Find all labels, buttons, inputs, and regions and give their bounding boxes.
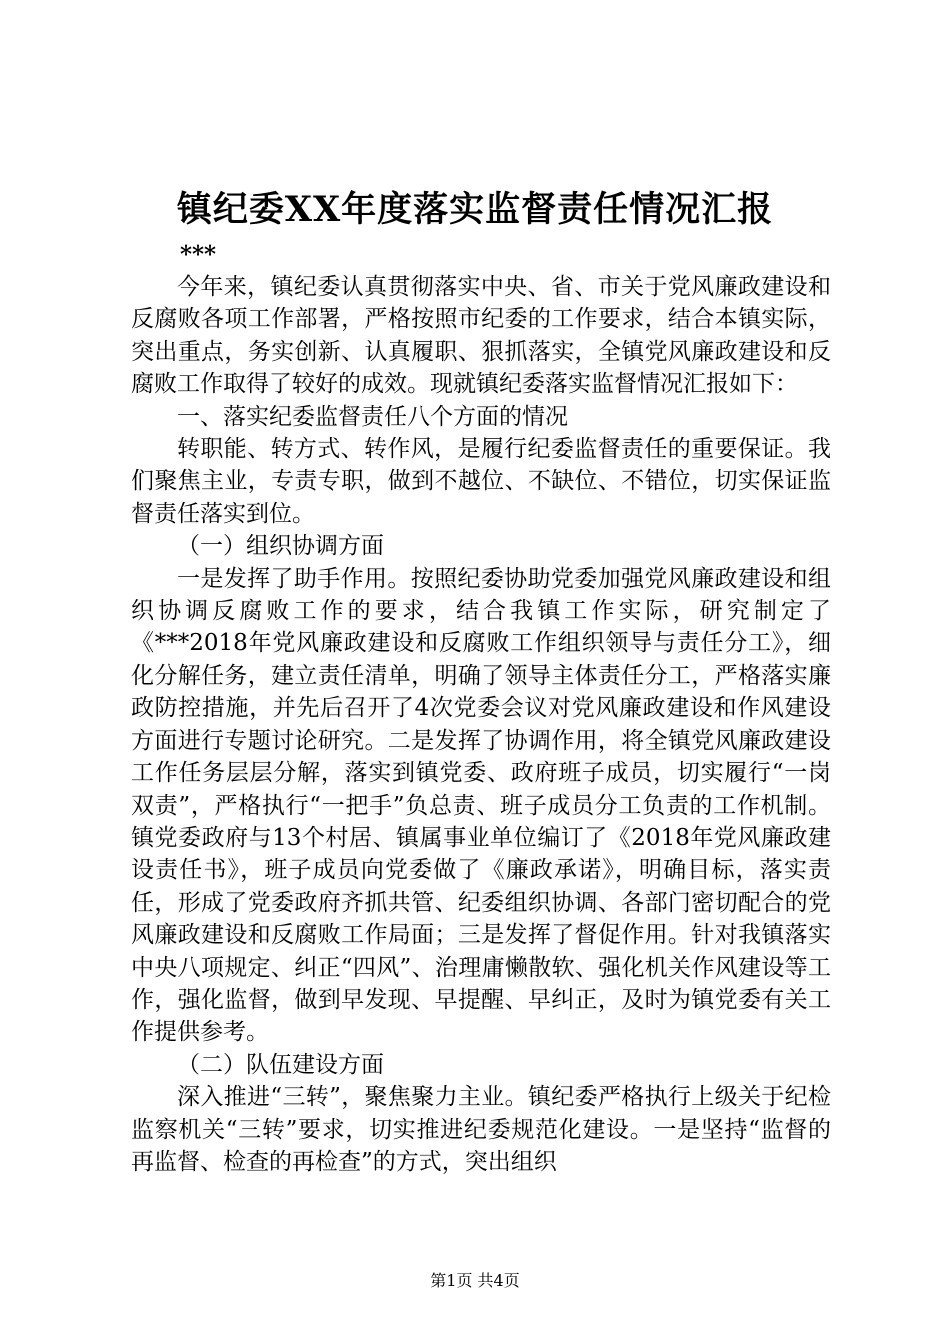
subsection-heading: （一）组织协调方面 bbox=[177, 533, 384, 560]
subsection-heading: （二）队伍建设方面 bbox=[177, 1051, 384, 1078]
section-heading: 一、落实纪委监督责任八个方面的情况 bbox=[177, 403, 568, 430]
body-paragraph: 转职能、转方式、转作风，是履行纪委监督责任的重要保证。我们聚焦主业，专责专职，做到不越位、不缺位、不错位，切实保证监督责任落实到位。 bbox=[131, 436, 831, 527]
document-body bbox=[131, 271, 831, 1178]
body-paragraph: 一是发挥了助手作用。按照纪委协助党委加强党风廉政建设和组织协调反腐败工作的要求，结合我镇工作实际，研究制定了《***2018年党风廉政建设和反腐败工作组织领导与责任分工》，细化分解任务，建立责任清单，明确了领导主体责任分工，严格落实廉政防控措施，并先后召开了4次党委会议对党风廉政建设和作风建设方面进行专题讨论研究。二是发挥了协调作用，将全镇党风廉政建设工作任务层层分解，落实到镇党委、政府班子成员，切实履行“一岗双责”，严格执行“一把手”负总责、班子成员分工负责的工作机制。镇党委政府与13个村居、镇属事业单位编订了《2018年党风廉政建设责任书》，班子成员向党委做了《廉政承诺》，明确目标，落实责任，形成了党委政府齐抓共管、纪委组织协调、各部门密切配合的党风廉政建设和反腐败工作局面；三是发挥了督促作用。针对我镇落实中央八项规定、纠正“四风”、治理庸懒散软、强化机关作风建设等工作，强化监督，做到早发现、早提醒、早纠正，及时为镇党委有关工作提供参考。 bbox=[131, 565, 831, 1046]
body-paragraph: 今年来，镇纪委认真贯彻落实中央、省、市关于党风廉政建设和反腐败各项工作部署，严格按照市纪委的工作要求，结合本镇实际，突出重点，务实创新、认真履职、狠抓落实，全镇党风廉政建设和反腐败工作取得了较好的成效。现就镇纪委落实监督情况汇报如下： bbox=[131, 274, 831, 398]
document-title: 镇纪委XX年度落实监督责任情况汇报 bbox=[176, 189, 774, 230]
body-paragraph: 深入推进“三转”，聚焦聚力主业。镇纪委严格执行上级关于纪检监察机关“三转”要求，切实推进纪委规范化建设。一是坚持“监督的再监督、检查的再检查”的方式，突出组织 bbox=[131, 1084, 831, 1175]
document-author: *** bbox=[180, 241, 217, 268]
page-footer: 第1页 共4页 bbox=[430, 1271, 520, 1290]
